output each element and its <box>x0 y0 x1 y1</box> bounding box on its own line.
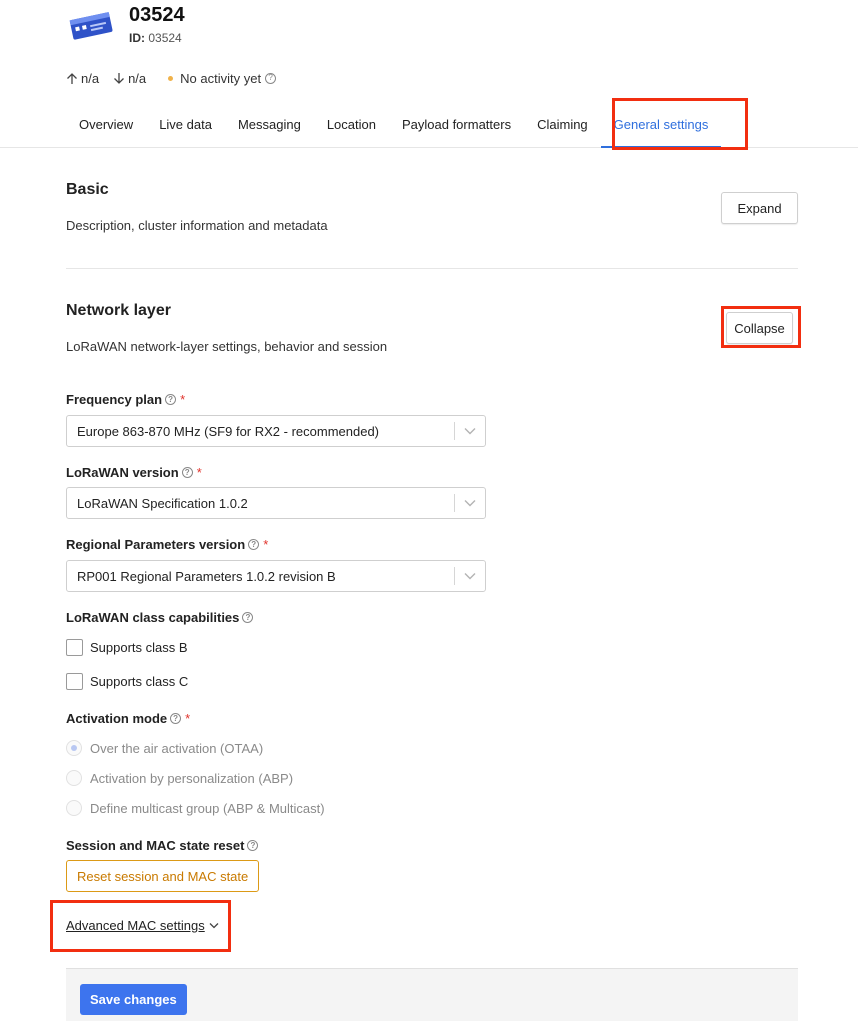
activation-mode-label <box>66 711 190 726</box>
device-stats <box>66 69 276 87</box>
tab-live-data[interactable]: Live data <box>159 117 212 132</box>
session-reset-label <box>66 838 258 853</box>
required-asterisk: * <box>196 465 202 480</box>
uplink-count: n/a <box>81 70 100 86</box>
help-icon[interactable]: ? <box>182 467 193 478</box>
section-divider <box>66 268 798 269</box>
class-c-checkbox[interactable] <box>66 673 83 690</box>
help-icon[interactable]: ? <box>242 612 253 623</box>
tab-overview[interactable]: Overview <box>79 117 134 132</box>
required-asterisk: * <box>180 392 186 407</box>
activation-abp-radio <box>66 770 82 786</box>
class-b-checkbox-row[interactable] <box>66 639 188 656</box>
uplink-stat <box>66 71 99 86</box>
lorawan-version-select[interactable] <box>66 487 486 519</box>
help-icon[interactable]: ? <box>247 840 258 851</box>
network-section-description: LoRaWAN network-layer settings, behavior and session <box>66 339 388 354</box>
downlink-count: n/a <box>128 70 147 86</box>
session-reset-label-text: Session and MAC state reset <box>66 838 245 853</box>
expand-button[interactable]: Expand <box>721 192 798 224</box>
downlink-stat <box>113 71 146 86</box>
class-b-checkbox[interactable] <box>66 639 83 656</box>
tab-claiming[interactable]: Claiming <box>537 117 588 132</box>
required-asterisk: * <box>185 711 191 726</box>
regional-parameters-value: RP001 Regional Parameters 1.0.2 revision B <box>77 568 336 584</box>
device-id <box>129 31 182 45</box>
activation-multicast-label: Define multicast group (ABP & Multicast) <box>90 800 325 816</box>
status-dot <box>168 76 173 81</box>
regional-parameters-select[interactable] <box>66 560 486 592</box>
device-icon <box>66 8 116 42</box>
regional-parameters-label <box>66 537 268 552</box>
chevron-down-icon[interactable] <box>455 427 485 435</box>
lorawan-version-label <box>66 465 202 480</box>
required-asterisk: * <box>263 537 269 552</box>
arrow-up-icon <box>66 72 78 85</box>
save-changes-button[interactable]: Save changes <box>80 984 187 1015</box>
chevron-down-icon[interactable] <box>455 572 485 580</box>
basic-section-title: Basic <box>66 181 109 198</box>
frequency-plan-label <box>66 392 185 407</box>
class-c-label: Supports class C <box>90 674 189 689</box>
lorawan-version-label-text: LoRaWAN version <box>66 465 179 480</box>
arrow-down-icon <box>113 72 125 85</box>
tab-payload-formatters[interactable]: Payload formatters <box>401 117 512 132</box>
device-id-label: ID: <box>129 31 145 45</box>
tab-messaging[interactable]: Messaging <box>237 117 301 132</box>
frequency-plan-select[interactable] <box>66 415 486 447</box>
activation-otaa-row <box>66 740 263 756</box>
basic-section-description: Description, cluster information and metadata <box>66 218 328 233</box>
activation-multicast-row <box>66 800 325 816</box>
device-title: 03524 <box>129 4 185 26</box>
class-capabilities-label <box>66 610 253 625</box>
activation-mode-label-text: Activation mode <box>66 711 168 726</box>
network-section-title: Network layer <box>66 302 171 319</box>
frequency-plan-label-text: Frequency plan <box>66 392 163 407</box>
lorawan-version-value: LoRaWAN Specification 1.0.2 <box>77 495 248 511</box>
advanced-mac-settings-link[interactable] <box>66 918 219 933</box>
activation-otaa-radio <box>66 740 82 756</box>
regional-parameters-label-text: Regional Parameters version <box>66 537 246 552</box>
help-icon[interactable]: ? <box>248 539 259 550</box>
class-capabilities-label-text: LoRaWAN class capabilities <box>66 610 240 625</box>
activation-abp-row <box>66 770 293 786</box>
class-b-label: Supports class B <box>90 640 188 655</box>
chevron-down-icon <box>209 922 219 929</box>
device-header <box>0 0 858 148</box>
help-icon[interactable]: ? <box>265 73 276 84</box>
tab-location[interactable]: Location <box>326 117 376 132</box>
help-icon[interactable]: ? <box>165 394 176 405</box>
tab-bar <box>66 112 721 148</box>
activation-multicast-radio <box>66 800 82 816</box>
advanced-mac-settings-label: Advanced MAC settings <box>66 918 205 933</box>
tab-general-settings[interactable]: General settings <box>601 112 722 148</box>
device-id-value: 03524 <box>148 31 182 45</box>
collapse-button[interactable]: Collapse <box>726 312 793 344</box>
reset-session-button[interactable]: Reset session and MAC state <box>66 860 259 892</box>
chevron-down-icon[interactable] <box>455 499 485 507</box>
frequency-plan-value: Europe 863-870 MHz (SF9 for RX2 - recommended) <box>77 423 380 439</box>
help-icon[interactable]: ? <box>170 713 181 724</box>
activation-otaa-label: Over the air activation (OTAA) <box>90 740 264 756</box>
activation-abp-label: Activation by personalization (ABP) <box>90 770 294 786</box>
activity-status: No activity yet <box>180 70 262 86</box>
class-c-checkbox-row[interactable] <box>66 673 188 690</box>
